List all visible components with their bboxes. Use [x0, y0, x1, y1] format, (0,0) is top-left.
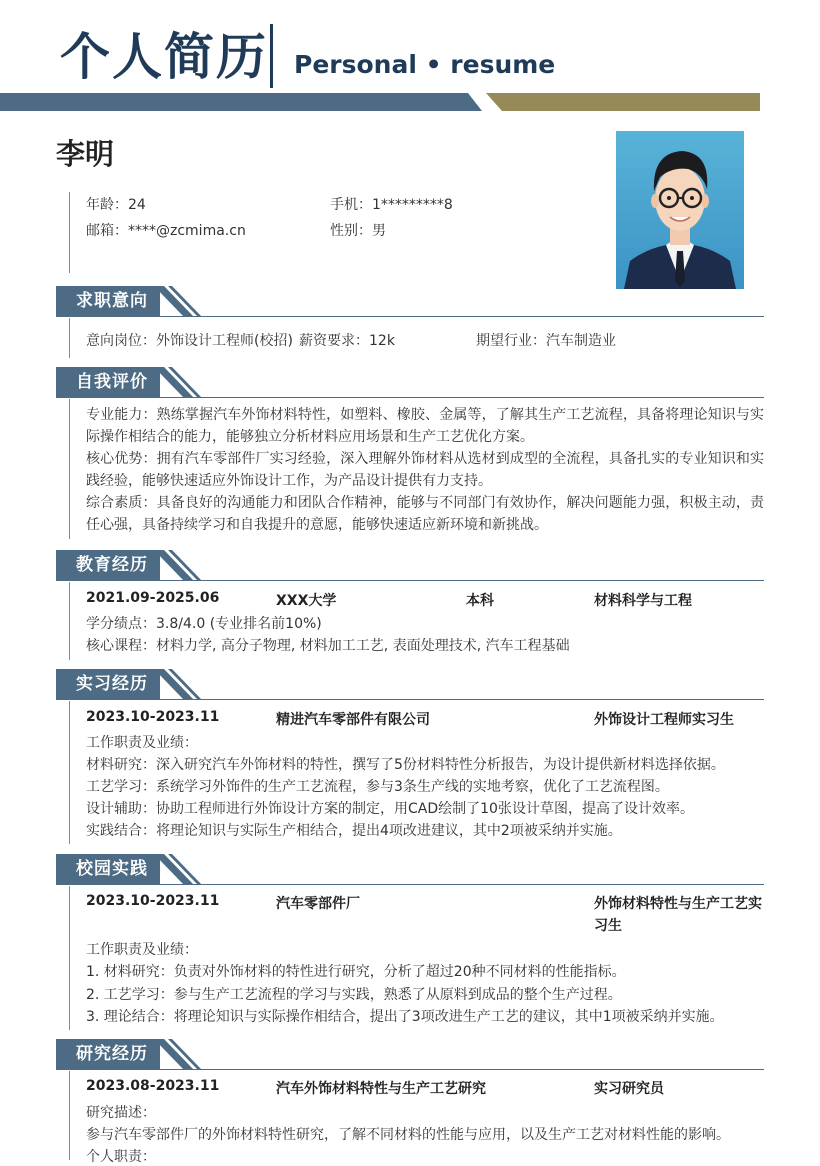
age-label: 年龄： [86, 197, 128, 213]
campus-org: 汽车零部件厂 [276, 896, 360, 912]
email-value: ****@zcmima.cn [128, 223, 246, 239]
gender-value: 男 [372, 223, 386, 239]
profile-photo [616, 131, 744, 289]
campus-item-1: 1. 材料研究：负责对外饰材料的特性进行研究，分析了超过20种不同材料的性能指标。 [86, 964, 626, 980]
campus-date: 2023.10-2023.11 [86, 893, 220, 909]
section-header-research [56, 1039, 764, 1071]
edu-degree: 本科 [466, 593, 494, 609]
intern-item-practice: 实践结合：将理论知识与实际生产相结合，提出4项改进建议，其中2项被采纳并实施。 [86, 823, 622, 839]
intent-salary: 薪资要求：12k [299, 333, 395, 349]
section-slash-decor [154, 1039, 204, 1070]
research-desc: 参与汽车零部件厂的外饰材料特性研究，了解不同材料的性能与应用，以及生产工艺对材料性能的影响。 [86, 1127, 730, 1143]
section-slash-decor [154, 367, 204, 398]
intern-role: 外饰设计工程师实习生 [594, 712, 734, 728]
edu-gpa: 学分绩点：3.8/4.0 (专业排名前10%) [86, 616, 322, 632]
phone-value: 1*********8 [372, 197, 453, 213]
intern-duties-label: 工作职责及业绩： [86, 735, 198, 751]
intern-item-design: 设计辅助：协助工程师进行外饰设计方案的制定，用CAD绘制了10张设计草图，提高了设计效率。 [86, 801, 694, 817]
section-slash-decor [154, 854, 204, 885]
self-eval-advantage: 核心优势：拥有汽车零部件厂实习经验，深入理解外饰材料从选材到成型的全流程，具备扎实的专业知识和实践经验，能够快速适应外饰设计工作，为产品设计提供有力支持。 [86, 451, 764, 489]
research-desc-label: 研究描述： [86, 1105, 156, 1121]
section-slash-decor [154, 669, 204, 700]
edu-date: 2021.09-2025.06 [86, 590, 220, 606]
section-slash-decor [154, 550, 204, 581]
section-header-self-eval [56, 367, 764, 399]
intern-item-process: 工艺学习：系统学习外饰件的生产工艺流程，参与3条生产线的实地考察，优化了工艺流程图。 [86, 779, 669, 795]
section-rule [56, 699, 764, 700]
header-band [0, 93, 820, 113]
section-left-rule [69, 318, 70, 358]
age-field [86, 194, 146, 214]
section-title: 求职意向 [56, 286, 160, 316]
info-left-rule [69, 192, 70, 273]
section-title: 实习经历 [56, 669, 160, 699]
research-project: 汽车外饰材料特性与生产工艺研究 [276, 1081, 486, 1097]
research-date: 2023.08-2023.11 [86, 1078, 220, 1094]
edu-school: XXX大学 [276, 593, 337, 609]
section-header-internship [56, 669, 764, 701]
intern-item-research: 材料研究：深入研究汽车外饰材料的特性，撰写了5份材料特性分析报告，为设计提供新材料选择依据。 [86, 757, 725, 773]
section-header-campus [56, 854, 764, 886]
intern-date: 2023.10-2023.11 [86, 709, 220, 725]
section-rule [56, 316, 764, 317]
section-rule [56, 580, 764, 581]
campus-item-2: 2. 工艺学习：参与生产工艺流程的学习与实践，熟悉了从原料到成品的整个生产过程。 [86, 987, 622, 1003]
gender-field [330, 220, 386, 240]
research-role: 实习研究员 [594, 1081, 664, 1097]
intent-industry: 期望行业：汽车制造业 [476, 333, 616, 349]
gender-label: 性别： [330, 223, 372, 239]
intent-position: 意向岗位：外饰设计工程师(校招) [86, 333, 293, 349]
title-divider [270, 24, 273, 88]
candidate-name: 李明 [56, 137, 115, 171]
phone-field [330, 194, 453, 214]
section-title: 校园实践 [56, 854, 160, 884]
section-rule [56, 1069, 764, 1070]
section-title: 教育经历 [56, 550, 160, 580]
resume-title-en: Personal • resume [294, 50, 556, 79]
intern-company: 精进汽车零部件有限公司 [276, 712, 430, 728]
section-title: 研究经历 [56, 1039, 160, 1069]
section-left-rule [69, 582, 70, 660]
section-slash-decor [154, 286, 204, 317]
campus-duties-label: 工作职责及业绩： [86, 942, 198, 958]
section-header-education [56, 550, 764, 582]
age-value: 24 [128, 197, 146, 213]
email-label: 邮箱： [86, 223, 128, 239]
self-eval-professional: 专业能力：熟练掌握汽车外饰材料特性，如塑料、橡胶、金属等，了解其生产工艺流程，具备将理论知识与实际操作相结合的能力，能够独立分析材料应用场景和生产工艺优化方案。 [86, 407, 764, 445]
section-title: 自我评价 [56, 367, 160, 397]
resume-title-cn: 个人简历 [60, 28, 268, 86]
edu-major: 材料科学与工程 [594, 593, 692, 609]
section-rule [56, 884, 764, 885]
research-duties-label: 个人职责： [86, 1149, 156, 1165]
section-left-rule [69, 886, 70, 1030]
phone-label: 手机： [330, 197, 372, 213]
section-header-job-intent [56, 286, 764, 318]
section-rule [56, 397, 764, 398]
campus-role-line1: 外饰材料特性与生产工艺实 [594, 896, 762, 912]
email-field [86, 220, 246, 240]
self-eval-quality: 综合素质：具备良好的沟通能力和团队合作精神，能够与不同部门有效协作，解决问题能力强，积极主动，责任心强，具备持续学习和自我提升的意愿，能够快速适应新环境和新挑战。 [86, 495, 764, 533]
section-left-rule [69, 1071, 70, 1160]
section-left-rule [69, 399, 70, 539]
edu-courses: 核心课程：材料力学, 高分子物理, 材料加工工艺, 表面处理技术, 汽车工程基础 [86, 638, 570, 654]
section-left-rule [69, 701, 70, 844]
campus-item-3: 3. 理论结合：将理论知识与实际操作相结合，提出了3项改进生产工艺的建议，其中1项被采纳并实施。 [86, 1009, 724, 1025]
campus-role-line2: 习生 [594, 918, 622, 934]
